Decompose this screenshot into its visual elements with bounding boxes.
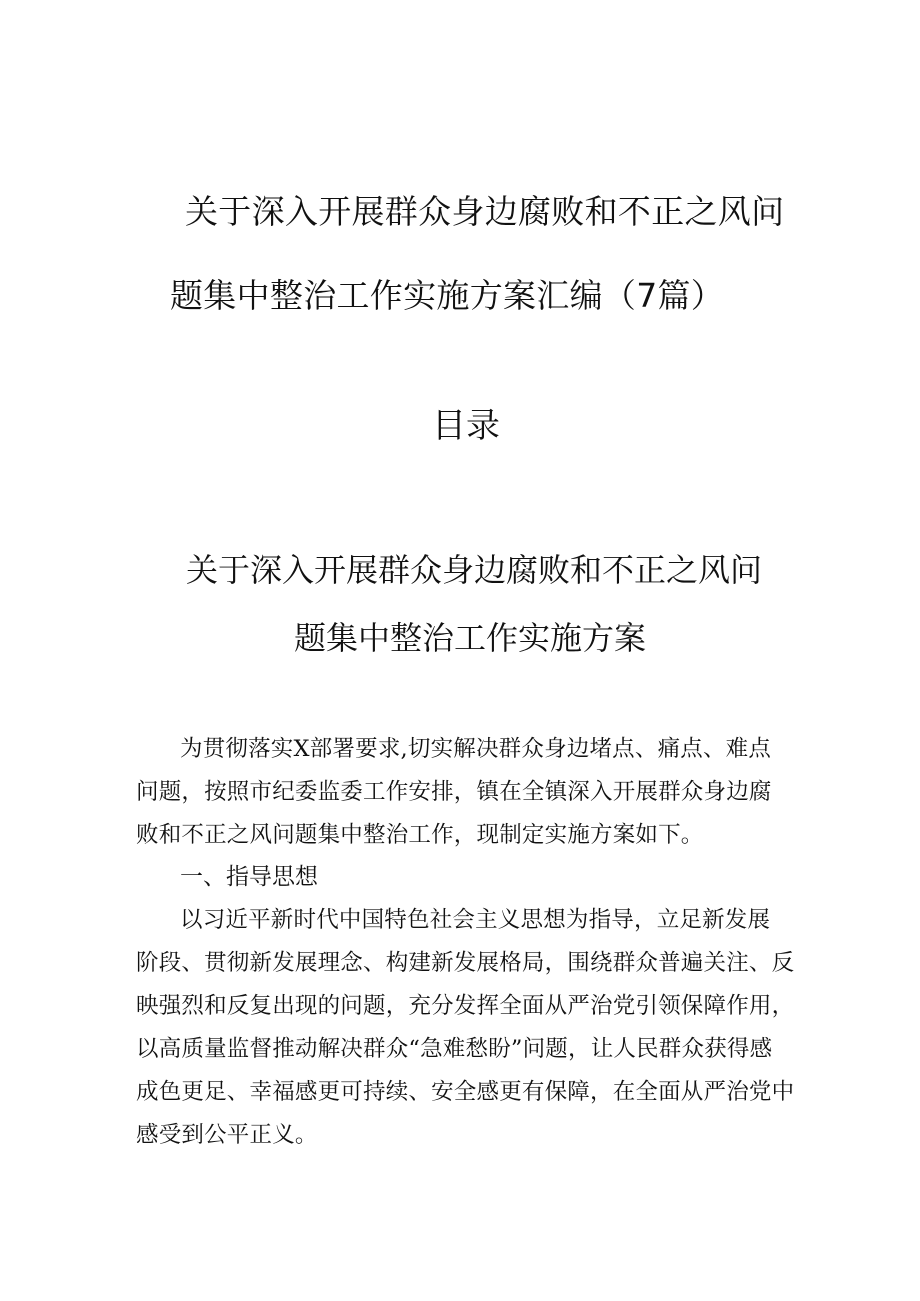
main-title-line-2: 题集中整治工作实施方案汇编（7篇）: [170, 276, 725, 315]
section1-line-1: 以习近平新时代中国特色社会主义思想为指导，立足新发展: [180, 907, 771, 933]
intro-line-2: 问题，按照市纪委监委工作安排，镇在全镇深入开展群众身边腐: [136, 779, 772, 805]
section1-line-6: 感受到公平正义。: [136, 1122, 318, 1148]
toc-heading: 目录: [432, 406, 500, 446]
main-title-line-1: 关于深入开展群众身边腐败和不正之风问: [185, 192, 785, 231]
sub-title-line-1: 关于深入开展群众身边腐败和不正之风问: [186, 551, 763, 589]
section1-line-3: 映强烈和反复出现的问题，充分发挥全面从严治党引领保障作用，: [136, 993, 795, 1019]
section1-line-4: 以高质量监督推动解决群众“急难愁盼”问题，让人民群众获得感: [136, 1036, 773, 1062]
intro-line-1: 为贯彻落实X部署要求,切实解决群众身边堵点、痛点、难点: [180, 736, 772, 762]
section-heading-guiding-thought: 一、指导思想: [180, 864, 318, 890]
intro-line-3: 败和不正之风问题集中整治工作，现制定实施方案如下。: [136, 822, 704, 848]
section1-line-5: 成色更足、幸福感更可持续、安全感更有保障，在全面从严治党中: [136, 1079, 795, 1105]
sub-title-line-2: 题集中整治工作实施方案: [294, 619, 647, 657]
section1-line-2: 阶段、贯彻新发展理念、构建新发展格局，围绕群众普遍关注、反: [136, 950, 795, 976]
